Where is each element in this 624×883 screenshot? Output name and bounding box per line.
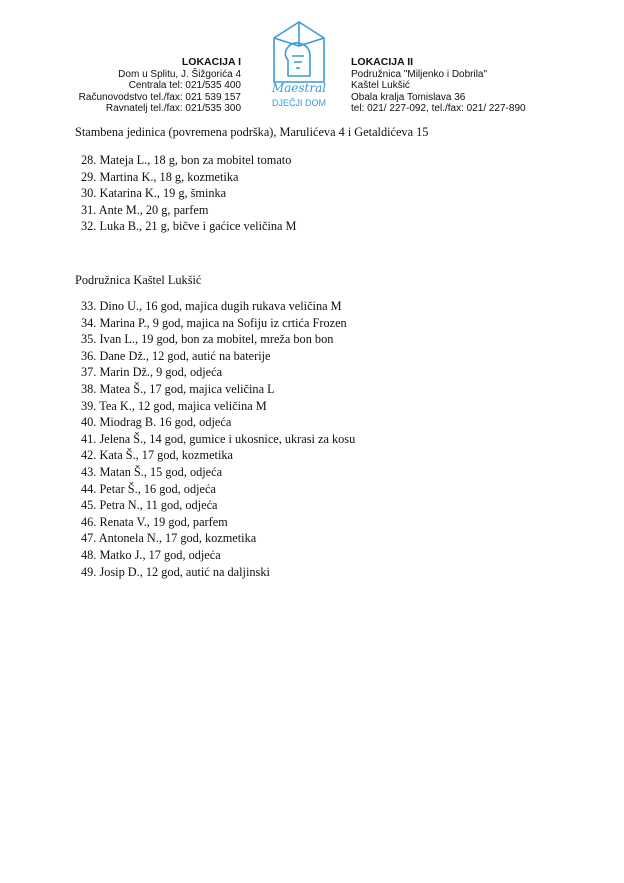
list-item: 29. Martina K., 18 g, kozmetika: [81, 169, 239, 184]
list-item: 42. Kata Š., 17 god, kozmetika: [81, 448, 233, 463]
list-item: 41. Jelena Š., 14 god, gumice i ukosnice, ukrasi za kosu: [81, 431, 356, 446]
list-item: 39. Tea K., 12 god, majica veličina M: [81, 398, 267, 413]
list-item: 47. Antonela N., 17 god, kozmetika: [81, 531, 257, 546]
list-item: 37. Marin Dž., 9 god, odjeća: [81, 365, 223, 380]
location-two-line: tel: 021/ 227-092, tel./fax: 021/ 227-890: [351, 103, 526, 114]
list-item: 43. Matan Š., 15 god, odjeća: [81, 464, 223, 479]
letterhead: [0, 0, 624, 118]
location-two-line: Obala kralja Tomislava 36: [351, 91, 466, 103]
list-item: 34. Marina P., 9 god, majica na Sofiju iz crtića Frozen: [81, 315, 347, 330]
location-two-line: Podružnica "Miljenko i Dobrila": [351, 68, 488, 80]
list-item: 31. Ante M., 20 g, parfem: [81, 202, 209, 217]
logo-name: Maestral: [271, 81, 327, 95]
list-item: 30. Katarina K., 19 g, šminka: [81, 186, 227, 201]
list-item: 28. Mateja L., 18 g, bon za mobitel tomato: [81, 153, 292, 167]
list-item: 45. Petra N., 11 god, odjeća: [81, 498, 218, 513]
list-item: 46. Renata V., 19 god, parfem: [81, 514, 228, 529]
location-one-line: Ravnatelj tel./fax: 021/535 300: [105, 103, 241, 114]
section-title: Podružnica Kaštel Lukšić: [75, 273, 202, 287]
list-item: 36. Dane Dž., 12 god, autić na baterije: [81, 348, 271, 363]
location-one-title: LOKACIJA I: [181, 56, 241, 68]
list-item: 32. Luka B., 21 g, bičve i gaćice veličina M: [81, 219, 297, 234]
location-two-line: Kaštel Lukšić: [351, 80, 410, 91]
location-one-block: [79, 57, 241, 115]
location-two-title: LOKACIJA II: [351, 56, 414, 68]
list-item: 44. Petar Š., 16 god, odjeća: [81, 481, 216, 496]
wish-list: [75, 152, 296, 235]
location-one-line: Centrala tel: 021/535 400: [128, 80, 241, 91]
location-two-block: [351, 57, 526, 115]
section-title: Stambena jedinica (povremena podrška), Marulićeva 4 i Getaldićeva 15: [75, 125, 429, 139]
location-one-line: Računovodstvo tel./fax: 021 539 157: [78, 91, 241, 103]
location-one-line: Dom u Splitu, J. Šižgorića 4: [118, 68, 241, 80]
list-item: 40. Miodrag B. 16 god, odjeća: [81, 415, 232, 430]
logo-subtitle: DJEČJI DOM: [272, 98, 326, 108]
maestral-logo: [244, 16, 354, 112]
list-item: 49. Josip D., 12 god, autić na daljinski: [81, 564, 270, 579]
wish-list: [75, 298, 355, 580]
list-item: 33. Dino U., 16 god, majica dugih rukava veličina M: [81, 299, 342, 313]
list-item: 35. Ivan L., 19 god, bon za mobitel, mreža bon bon: [81, 332, 334, 347]
list-item: 38. Matea Š., 17 god, majica veličina L: [81, 381, 275, 396]
list-item: 48. Matko J., 17 god, odjeća: [81, 547, 221, 562]
house-logo-icon: [244, 16, 354, 112]
